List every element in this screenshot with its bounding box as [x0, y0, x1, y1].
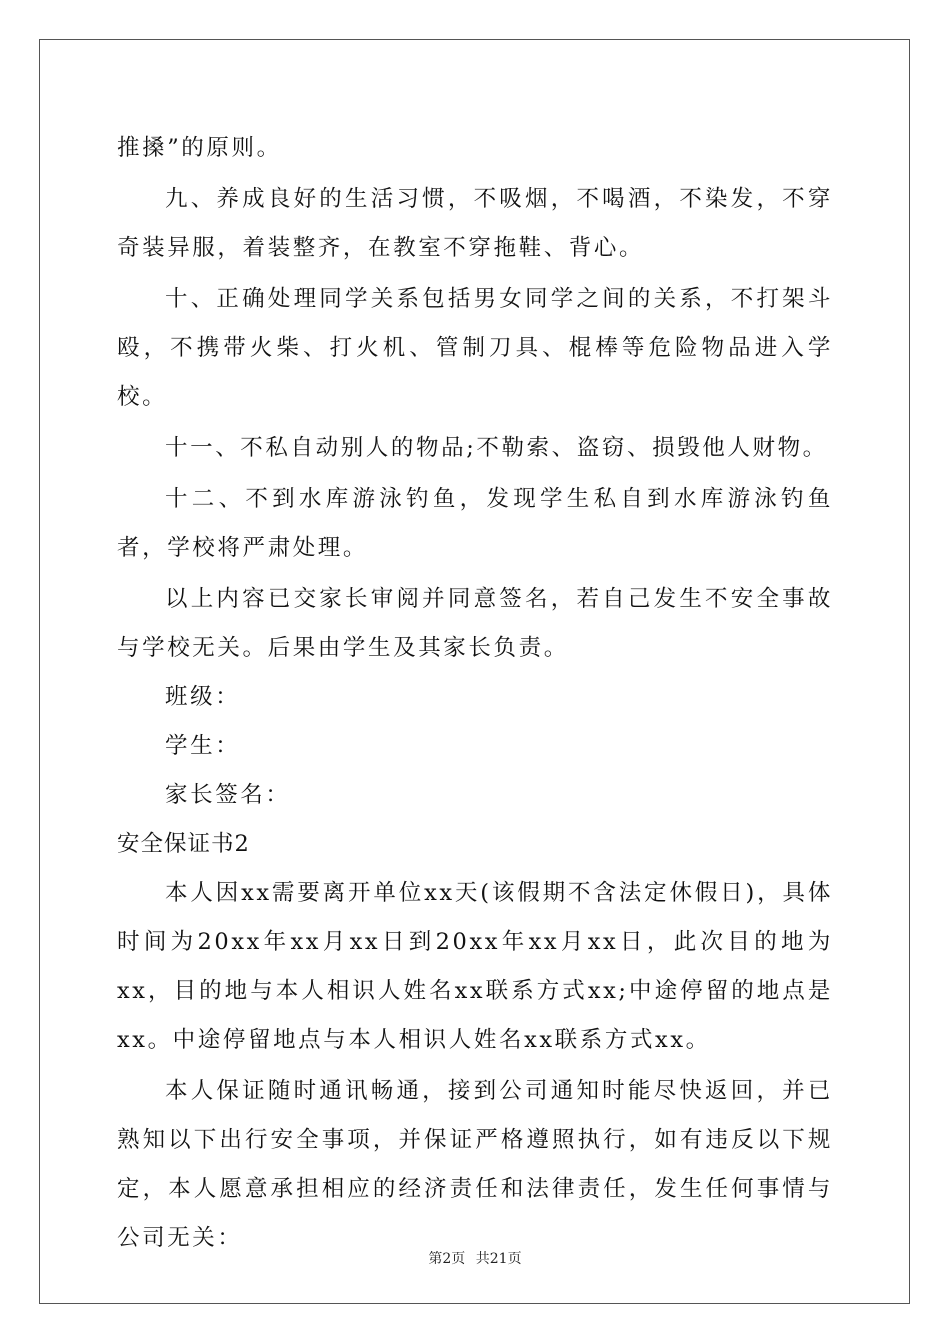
document-body	[117, 124, 833, 1263]
student-field-label: 学生：	[165, 733, 241, 759]
paragraph-rule-10: 十、正确处理同学关系包括男女同学之间的关系，不打架斗殴，不携带火柴、打火机、管制刀具、棍棒等危险物品进入学校。	[117, 286, 833, 410]
paragraph-continuation: 推搡”的原则。	[117, 135, 282, 161]
parent-signature-label: 家长签名：	[165, 782, 291, 808]
page-total: 共21页	[475, 1251, 522, 1267]
paragraph-rule-9: 九、养成良好的生活习惯，不吸烟，不喝酒，不染发，不穿奇装异服，着装整齐，在教室不穿拖鞋、背心。	[117, 186, 833, 261]
paragraph-rule-12: 十二、不到水库游泳钓鱼，发现学生私自到水库游泳钓鱼者，学校将严肃处理。	[117, 486, 833, 561]
paragraph-leave-details: 本人因xx需要离开单位xx天(该假期不含法定休假日)，具体时间为20xx年xx月xx日到20xx年xx月xx日，此次目的地为xx，目的地与本人相识人姓名xx联系方式xx;中途停留的地点是xx。中途停留地点与本人相识人姓名xx联系方式xx。	[117, 880, 833, 1053]
section-title: 安全保证书2	[117, 831, 250, 857]
paragraph-agreement: 以上内容已交家长审阅并同意签名，若自己发生不安全事故与学校无关。后果由学生及其家长负责。	[117, 586, 833, 661]
page-number: 第2页	[428, 1251, 466, 1267]
paragraph-rule-11: 十一、不私自动别人的物品;不勒索、盗窃、损毁他人财物。	[165, 435, 828, 461]
page-footer	[0, 1248, 950, 1268]
paragraph-commitment: 本人保证随时通讯畅通，接到公司通知时能尽快返回，并已熟知以下出行安全事项，并保证严格遵照执行，如有违反以下规定，本人愿意承担相应的经济责任和法律责任，发生任何事情与公司无关：	[117, 1078, 833, 1251]
class-field-label: 班级：	[165, 684, 241, 710]
